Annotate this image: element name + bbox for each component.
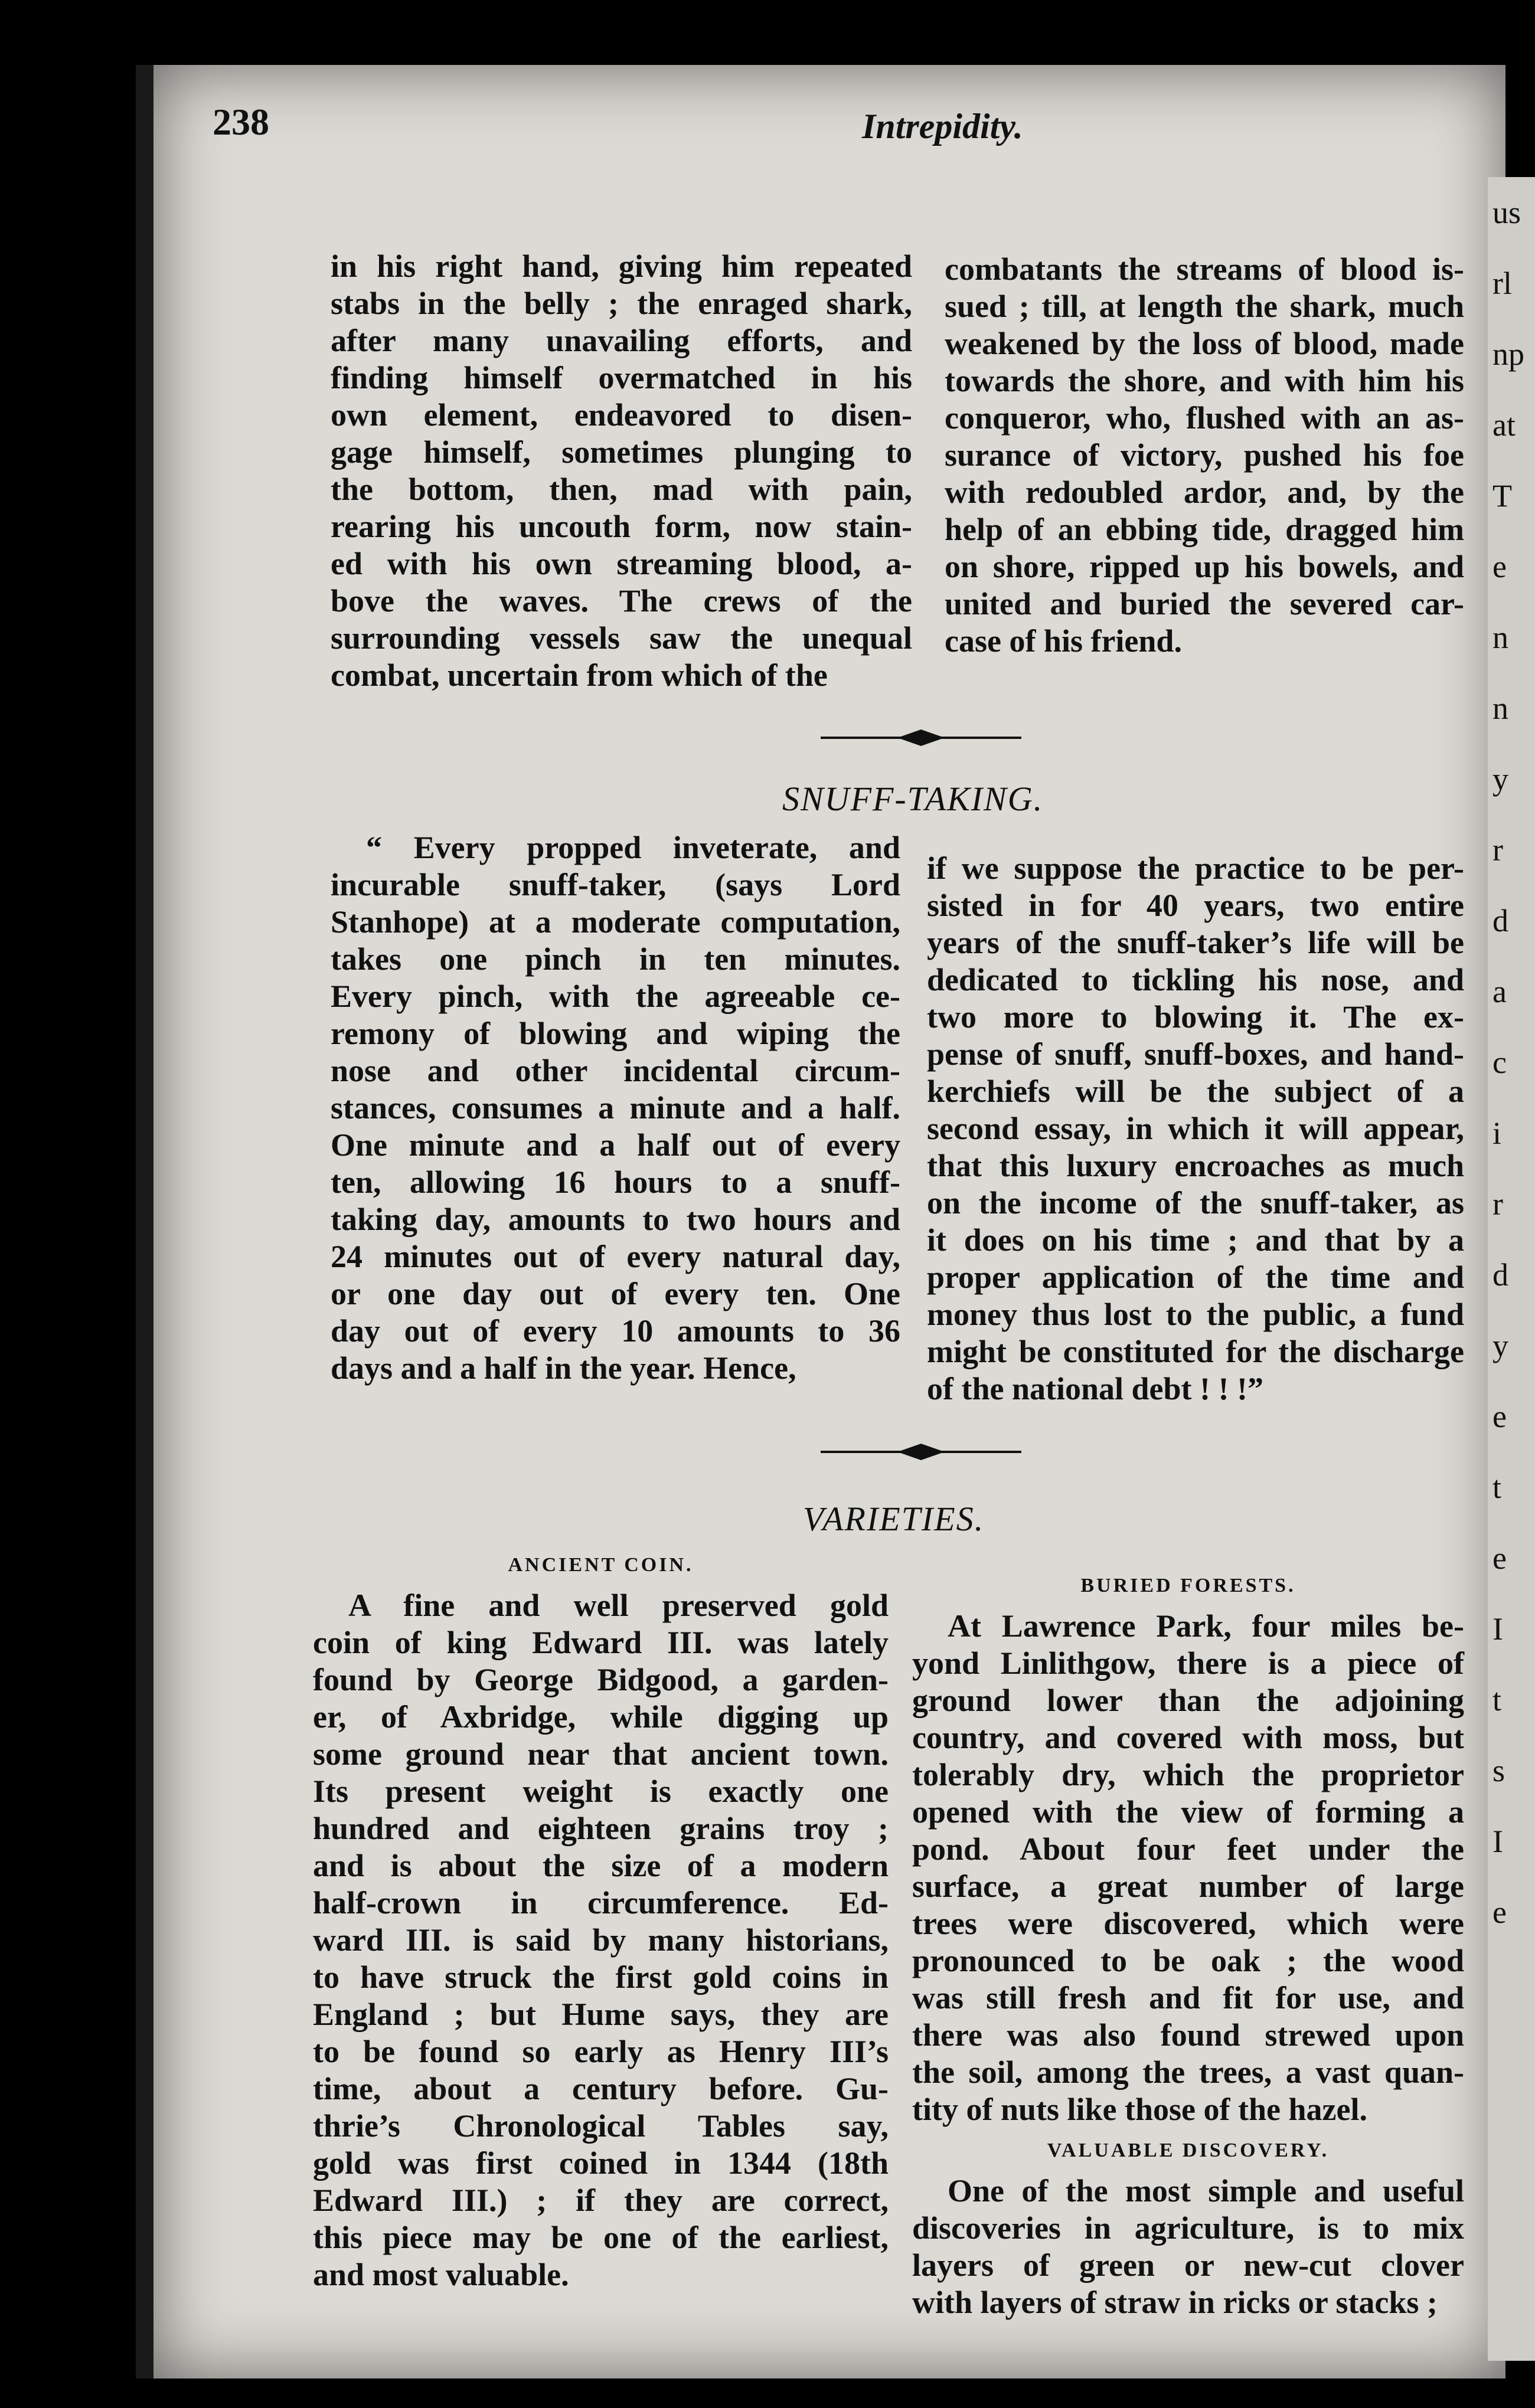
text-line: own element, endeavored to disen- — [331, 397, 912, 433]
text-line: 24 minutes out of every natural day, — [331, 1239, 900, 1274]
text-line: trees were discovered, which were — [912, 1906, 1464, 1941]
text-line: was still fresh and fit for use, and — [912, 1980, 1464, 2016]
snuff-taking-title: SNUFF-TAKING. — [782, 780, 1044, 818]
margin-fragment: I — [1492, 1611, 1503, 1647]
text-line: to be found so early as Henry III’s — [313, 2034, 889, 2069]
text-line: sisted in for 40 years, two entire — [927, 888, 1464, 923]
margin-fragment: rl — [1492, 266, 1512, 301]
text-line: thrie’s Chronological Tables say, — [313, 2108, 889, 2144]
text-line: might be constituted for the discharge — [927, 1334, 1464, 1369]
right-varieties-column — [912, 1567, 1464, 2321]
text-line: found by George Bidgood, a garden- — [313, 1662, 889, 1697]
text-line: years of the snuff-taker’s life will be — [927, 925, 1464, 960]
margin-fragment: at — [1492, 407, 1516, 443]
margin-fragment: e — [1492, 1895, 1507, 1930]
text-line: kerchiefs will be the subject of a — [927, 1074, 1464, 1109]
text-line: pronounced to be oak ; the wood — [912, 1943, 1464, 1978]
text-line: takes one pinch in ten minutes. — [331, 941, 900, 977]
text-line: it does on his time ; and that by a — [927, 1222, 1464, 1258]
text-line: “ Every propped inveterate, and — [366, 830, 900, 865]
text-line: tolerably dry, which the proprietor — [912, 1757, 1464, 1792]
margin-fragment: np — [1492, 336, 1524, 372]
text-line: sued ; till, at length the shark, much — [945, 289, 1464, 324]
varieties-title: VARIETIES. — [803, 1500, 985, 1538]
text-line: proper application of the time and — [927, 1259, 1464, 1295]
text-line: two more to blowing it. The ex- — [927, 999, 1464, 1035]
text-line: er, of Axbridge, while digging up — [313, 1699, 889, 1735]
page-header — [213, 100, 1464, 153]
margin-fragment: T — [1492, 478, 1512, 513]
text-line: combatants the streams of blood is- — [945, 251, 1464, 287]
text-line: some ground near that ancient town. — [313, 1736, 889, 1772]
text-line: on the income of the snuff-taker, as — [927, 1185, 1464, 1221]
text-line: on shore, ripped up his bowels, and — [945, 549, 1464, 584]
text-line: and most valuable. — [313, 2257, 569, 2292]
text-line: taking day, amounts to two hours and — [331, 1202, 900, 1237]
text-line: ward III. is said by many historians, — [313, 1922, 889, 1958]
margin-fragment: n — [1492, 620, 1508, 655]
text-line: yond Linlithgow, there is a piece of — [912, 1645, 1464, 1681]
margin-fragment: s — [1492, 1753, 1505, 1788]
margin-fragment: d — [1492, 1257, 1508, 1293]
text-line: stabs in the belly ; the enraged shark, — [331, 286, 912, 321]
text-line: pond. About four feet under the — [912, 1831, 1464, 1867]
margin-fragment: e — [1492, 1540, 1507, 1576]
text-line: to have struck the first gold coins in — [313, 1959, 889, 1995]
text-line: country, and covered with moss, but — [912, 1720, 1464, 1755]
text-line: layers of green or new-cut clover — [912, 2247, 1464, 2283]
text-line: pense of snuff, snuff-boxes, and hand- — [927, 1036, 1464, 1072]
facing-page-edge — [1488, 177, 1535, 2361]
text-line: ed with his own streaming blood, a- — [331, 546, 912, 581]
valuable-discovery-subhead: VALUABLE DISCOVERY. — [1047, 2139, 1330, 2161]
ornament-divider — [821, 1440, 1021, 1464]
text-line: the soil, among the trees, a vast quan- — [912, 2054, 1464, 2090]
margin-fragment: a — [1492, 974, 1507, 1009]
text-line: and is about the size of a modern — [313, 1848, 889, 1883]
running-title: Intrepidity. — [862, 107, 1023, 146]
text-line: the bottom, then, mad with pain, — [331, 472, 912, 507]
margin-fragment: n — [1492, 691, 1508, 726]
text-line: with redoubled ardor, and, by the — [945, 475, 1464, 510]
text-line: bove the waves. The crews of the — [331, 583, 912, 619]
intrepidity-left-column — [331, 248, 912, 694]
text-line: if we suppose the practice to be per- — [927, 850, 1464, 886]
text-line: after many unavailing efforts, and — [331, 323, 912, 358]
text-line: that this luxury encroaches as much — [927, 1148, 1464, 1183]
margin-fragment: us — [1492, 195, 1521, 230]
text-line: nose and other incidental circum- — [331, 1053, 900, 1088]
text-line: Its present weight is exactly one — [313, 1774, 889, 1809]
ornament-divider — [821, 726, 1021, 750]
text-line: weakened by the loss of blood, made — [945, 326, 1464, 361]
text-line: hundred and eighteen grains troy ; — [313, 1811, 889, 1846]
text-line: tity of nuts like those of the hazel. — [912, 2092, 1367, 2127]
text-line: combat, uncertain from which of the — [331, 657, 828, 693]
ancient-coin-subhead: ANCIENT COIN. — [508, 1554, 694, 1576]
text-line: One of the most simple and useful — [948, 2173, 1464, 2209]
text-line: conqueror, who, flushed with an as- — [945, 400, 1464, 436]
text-line: surrounding vessels saw the unequal — [331, 620, 912, 656]
text-line: incurable snuff-taker, (says Lord — [331, 867, 900, 902]
text-line: this piece may be one of the earliest, — [313, 2220, 889, 2255]
text-line: England ; but Hume says, they are — [313, 1997, 889, 2032]
ancient-coin-column — [313, 1546, 889, 2294]
snuff-right-column — [927, 850, 1464, 1408]
text-line: gold was first coined in 1344 (18th — [313, 2145, 889, 2181]
margin-fragment: y — [1492, 1328, 1508, 1363]
text-line: Stanhope) at a moderate computation, — [331, 904, 900, 940]
text-line: discoveries in agriculture, is to mix — [912, 2210, 1464, 2246]
margin-fragment: t — [1492, 1682, 1502, 1717]
text-line: Edward III.) ; if they are correct, — [313, 2183, 889, 2218]
margin-fragment: e — [1492, 549, 1507, 584]
text-line: A fine and well preserved gold — [348, 1588, 889, 1623]
text-line: gage himself, sometimes plunging to — [331, 434, 912, 470]
intrepidity-right-column — [945, 251, 1464, 660]
text-line: with layers of straw in ricks or stacks ; — [912, 2285, 1438, 2320]
snuff-left-column — [331, 829, 900, 1387]
margin-fragment: r — [1492, 832, 1503, 868]
text-line: One minute and a half out of every — [331, 1127, 900, 1163]
text-line: stances, consumes a minute and a half. — [331, 1090, 900, 1126]
text-line: coin of king Edward III. was lately — [313, 1625, 889, 1660]
text-line: At Lawrence Park, four miles be- — [948, 1608, 1464, 1644]
text-line: day out of every 10 amounts to 36 — [331, 1313, 900, 1349]
text-line: money thus lost to the public, a fund — [927, 1297, 1464, 1332]
text-line: towards the shore, and with him his — [945, 363, 1464, 398]
margin-fragment: y — [1492, 761, 1508, 797]
margin-fragment: r — [1492, 1186, 1503, 1222]
text-line: remony of blowing and wiping the — [331, 1016, 900, 1051]
text-line: or one day out of every ten. One — [331, 1276, 900, 1311]
text-line: ground lower than the adjoining — [912, 1683, 1464, 1718]
margin-fragment: I — [1492, 1824, 1503, 1859]
text-line: Every pinch, with the agreeable ce- — [331, 979, 900, 1014]
text-line: days and a half in the year. Hence, — [331, 1350, 796, 1386]
margin-fragment: i — [1492, 1115, 1502, 1151]
margin-fragment: e — [1492, 1399, 1507, 1434]
text-line: opened with the view of forming a — [912, 1794, 1464, 1830]
text-line: time, about a century before. Gu- — [313, 2071, 889, 2106]
text-line: finding himself overmatched in his — [331, 360, 912, 395]
buried-forests-subhead: BURIED FORESTS. — [1080, 1575, 1296, 1596]
text-line: case of his friend. — [945, 623, 1182, 659]
text-line: rearing his uncouth form, now stain- — [331, 509, 912, 544]
margin-fragment: t — [1492, 1470, 1502, 1505]
page-number: 238 — [213, 101, 269, 143]
text-line: second essay, in which it will appear, — [927, 1111, 1464, 1146]
text-line: ten, allowing 16 hours to a snuff- — [331, 1164, 900, 1200]
margin-fragment: d — [1492, 903, 1508, 938]
text-line: of the national debt ! ! !” — [927, 1371, 1263, 1406]
text-line: help of an ebbing tide, dragged him — [945, 512, 1464, 547]
text-line: half-crown in circumference. Ed- — [313, 1885, 889, 1920]
margin-fragment: c — [1492, 1045, 1507, 1080]
text-line: in his right hand, giving him repeated — [331, 248, 912, 284]
text-line: dedicated to tickling his nose, and — [927, 962, 1464, 997]
text-line: there was also found strewed upon — [912, 2017, 1464, 2053]
text-line: surance of victory, pushed his foe — [945, 437, 1464, 473]
text-line: united and buried the severed car- — [945, 586, 1464, 621]
text-line: surface, a great number of large — [912, 1869, 1464, 1904]
